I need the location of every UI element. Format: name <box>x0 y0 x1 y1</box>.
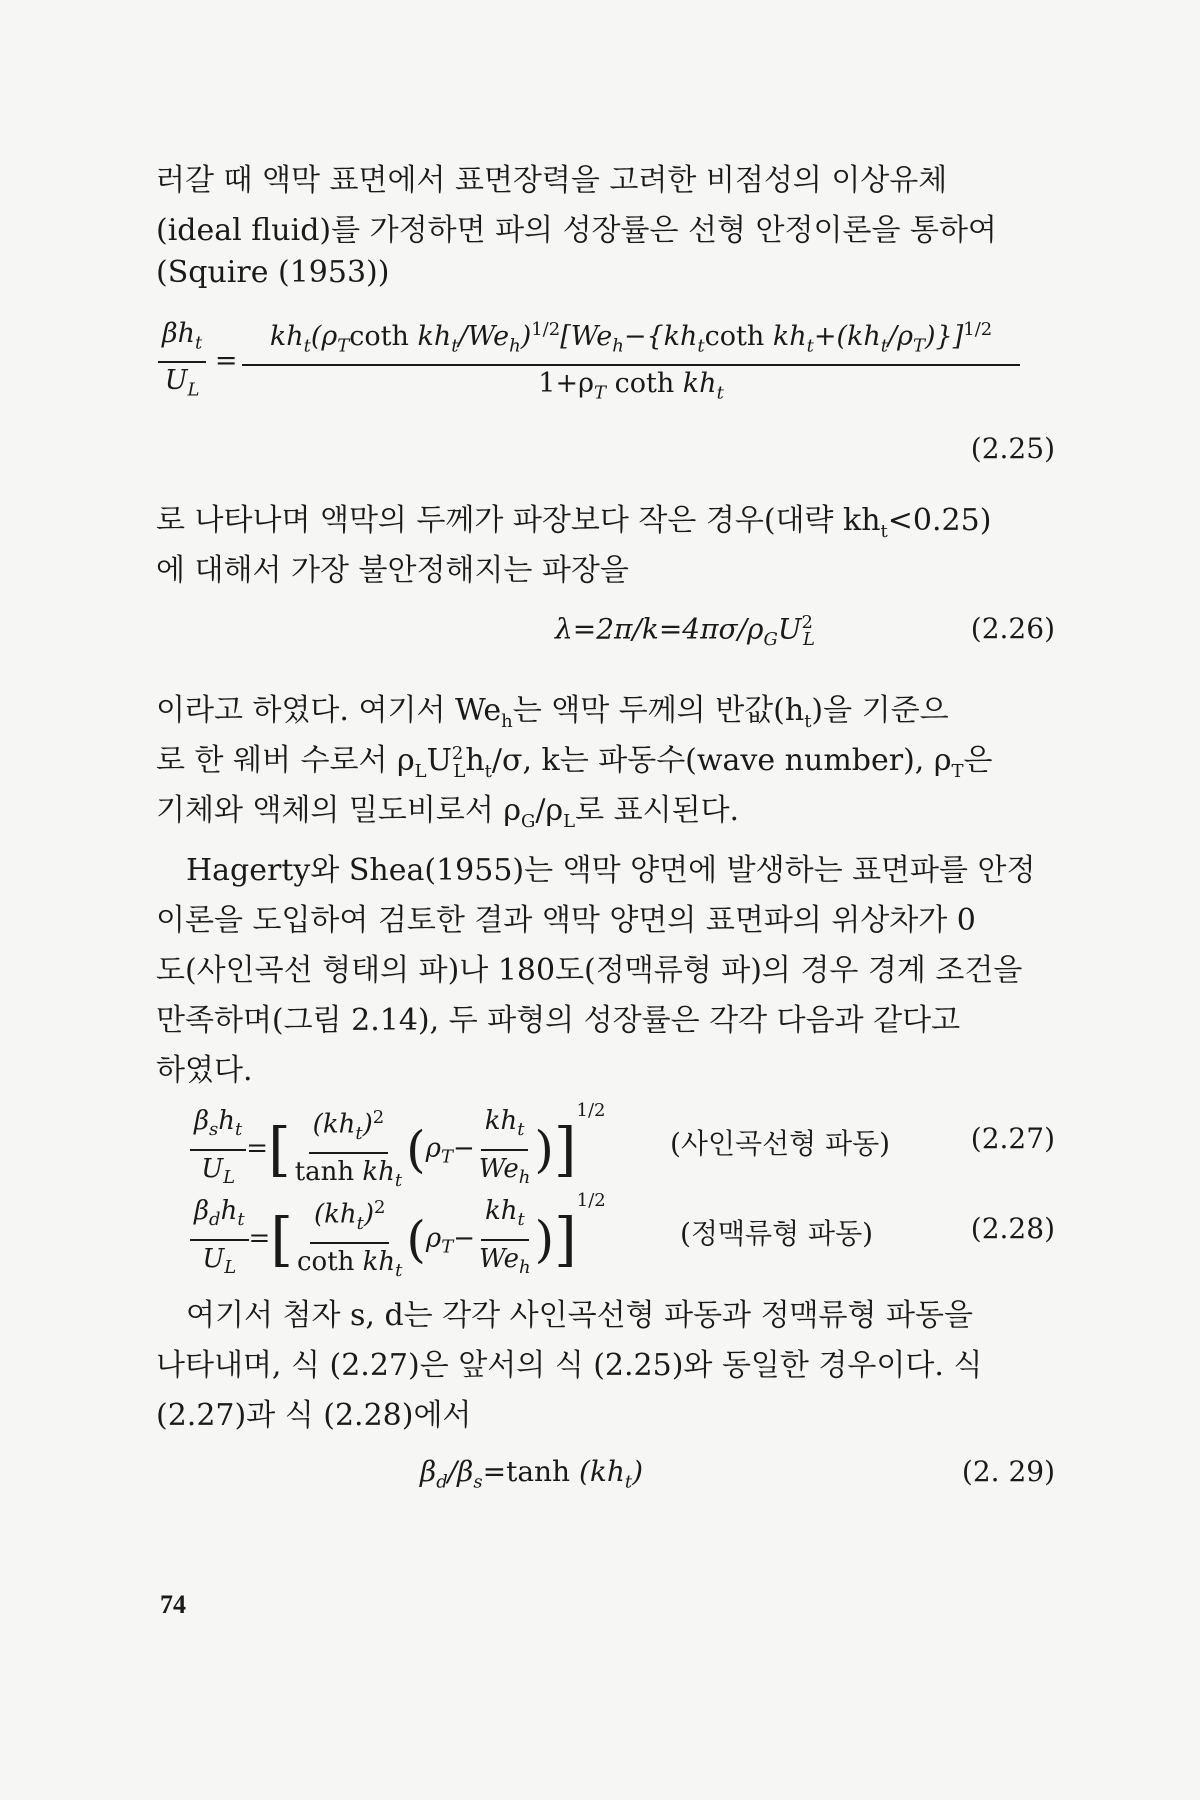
equation-2-26: $\lambda=2\pi/k=4\pi\sigma/\rho_GU^2_L$ <box>555 612 815 650</box>
text-line: 여기서 첨자 s, d는 각각 사인곡선형 파동과 정맥류형 파동을 <box>186 1298 973 1333</box>
text-line: 기체와 액체의 밀도비로서 $\rho_G/\rho_L$로 표시된다. <box>156 793 740 832</box>
equation-2-25: $\frac{\beta h_t}{U_L}$ = $\frac{kh_t(\rho_T\cot h kh_t/We_h)^{1/2}[We_h-\{kh_t\cot h kh_t+(kh_t/\rho_T)\}]^{1/2}}{1+\rho_T \cot h kh_t}$ <box>158 312 1016 412</box>
equation-number: (2. 29) <box>961 1455 1055 1488</box>
equation-note: (정맥류형 파동) <box>680 1217 874 1250</box>
text-line: (2.27)과 식 (2.28)에서 <box>156 1398 472 1433</box>
equation-2-28: $\frac{\beta_dh_t}{U_L}$ =[ $\frac{(kh_t)^2}{\cot h kh_t}$ ($\rho_T-$ $\frac{kh_t}{We_h}$ )]$^{1/2}$ <box>190 1190 606 1289</box>
text-line: 나타내며, 식 (2.27)은 앞서의 식 (2.25)와 동일한 경우이다. 식 <box>156 1348 983 1383</box>
equation-2-29: $\beta_d/\beta_s=\tanh$ $(kh_t)$ <box>420 1455 644 1493</box>
text-line: 러갈 때 액막 표면에서 표면장력을 고려한 비점성의 이상유체 <box>156 163 948 198</box>
equation-number: (2.26) <box>970 612 1055 645</box>
text-line: 도(사인곡선 형태의 파)나 180도(정맥류형 파)의 경우 경계 조건을 <box>156 953 1023 988</box>
page-number: 74 <box>160 1590 186 1619</box>
equation-number: (2.28) <box>970 1212 1055 1245</box>
text-line: 로 나타나며 액막의 두께가 파장보다 작은 경우(대략 $kh_t<0.25$) <box>156 503 992 542</box>
equation-number: (2.27) <box>970 1122 1055 1155</box>
text-line: (Squire (1953)) <box>156 255 390 290</box>
text-line: Hagerty와 Shea(1955)는 액막 양면에 발생하는 표면파를 안정 <box>186 853 1036 888</box>
text-line: 하였다. <box>156 1053 253 1088</box>
text-line: 에 대해서 가장 불안정해지는 파장을 <box>156 553 629 588</box>
equation-2-27: $\frac{\beta_sh_t}{U_L}$ =[ $\frac{(kh_t)^2}{\tanh kh_t}$ ($\rho_T-$ $\frac{kh_t}{We_h}$ )]$^{1/2}$ <box>190 1100 606 1199</box>
text-line: 이라고 하였다. 여기서 $We_h$는 액막 두께의 반값$(h_t)$을 기준으 <box>156 693 949 732</box>
equation-number: (2.25) <box>970 432 1055 465</box>
text-line: 이론을 도입하여 검토한 결과 액막 양면의 표면파의 위상차가 0 <box>156 903 976 938</box>
text-line: 만족하며(그림 2.14), 두 파형의 성장률은 각각 다음과 같다고 <box>156 1003 961 1038</box>
equation-note: (사인곡선형 파동) <box>670 1127 891 1160</box>
text-line: (ideal fluid)를 가정하면 파의 성장률은 선형 안정이론을 통하여 <box>156 213 997 248</box>
text-line: 로 한 웨버 수로서 $\rho_LU^2_Lh_t/\sigma$, k는 파동수(wave number), $\rho_T$은 <box>156 743 993 782</box>
